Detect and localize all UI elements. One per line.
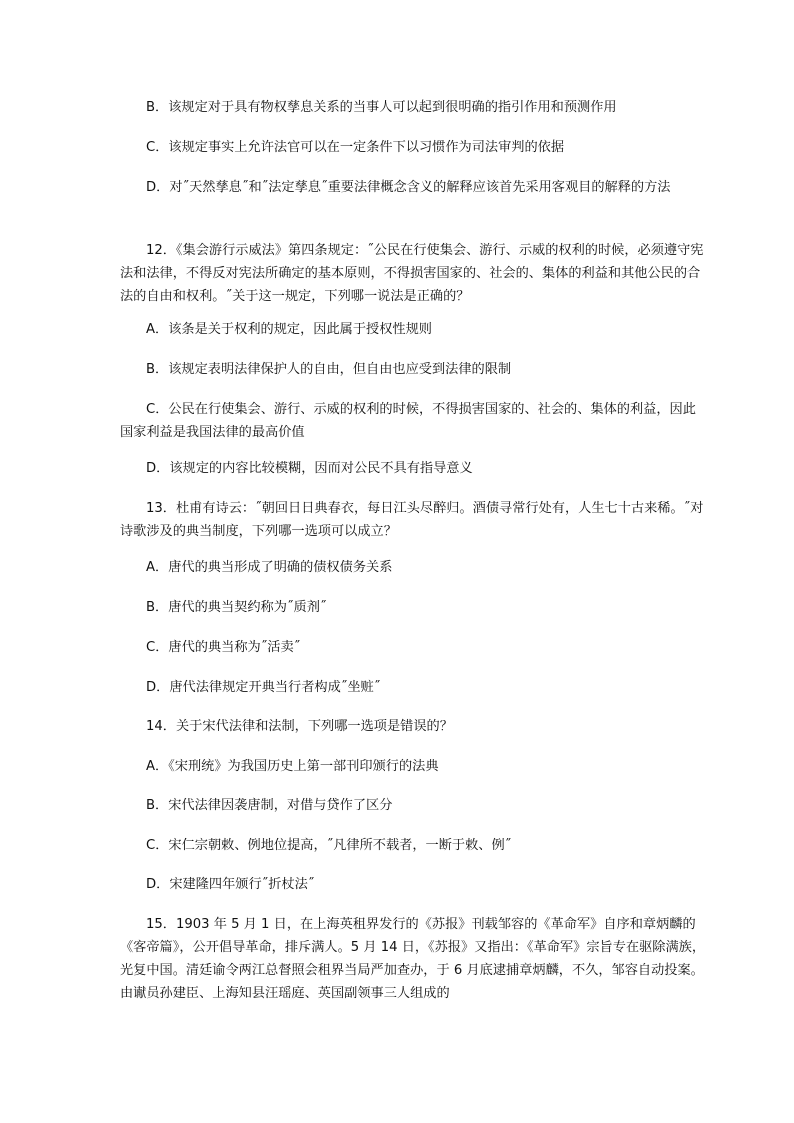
- option-12-a: A．该条是关于权利的规定，因此属于授权性规则: [146, 322, 432, 337]
- option-14-c: C．宋仁宗朝敕、例地位提高，˝凡律所不载者，一断于敕、例˝: [146, 838, 512, 853]
- option-12-c: C．公民在行使集会、游行、示威的权利的时候，不得损害国家的、社会的、集体的利益，因此国家利益是我国法律的最高价值: [120, 402, 696, 440]
- option-13-b: B．唐代的典当契约称为˝质剂˝: [146, 600, 327, 615]
- question-12: 12．《集会游行示威法》第四条规定：˝公民在行使集会、游行、示威的权利的时候，必须遵守宪法和法律，不得反对宪法所确定的基本原则，不得损害国家的、社会的、集体的利益和其他公民的合法的自由和权利。˝关于这一规定，下列哪一说法是正确的？: [120, 243, 704, 304]
- option-13-a: A．唐代的典当形成了明确的债权债务关系: [146, 560, 393, 575]
- option-11-c: C．该规定事实上允许法官可以在一定条件下以习惯作为司法审判的依据: [146, 140, 565, 155]
- option-11-d: D．对˝天然孳息˝和˝法定孳息˝重要法律概念含义的解释应该首先采用客观目的解释的方法: [146, 180, 671, 195]
- option-14-a: A．《宋刑统》为我国历史上第一部刊印颁行的法典: [146, 759, 439, 774]
- question-15: 15．1903 年 5 月 1 日，在上海英租界发行的《苏报》刊载邹容的《革命军》自序和章炳麟的《客帝篇》，公开倡导革命，排斥满人。5 月 14 日，《苏报》又指出：《革命军》宗旨专在驱除满族，光复中国。清廷谕令两江总督照会租界当局严加查办，于 6 月底逮捕章炳麟，不久，邹容自动投案。由谳员孙建臣、上海知县汪瑶庭、英国副领事三人组成的: [120, 917, 706, 1001]
- question-13: 13．杜甫有诗云：˝朝回日日典春衣，每日江头尽醉归。酒债寻常行处有，人生七十古来稀。˝对诗歌涉及的典当制度，下列哪一选项可以成立？: [120, 501, 704, 539]
- option-14-b: B．宋代法律因袭唐制，对借与贷作了区分: [146, 798, 393, 813]
- option-13-c: C．唐代的典当称为˝活卖˝: [146, 640, 301, 655]
- option-11-b: B．该规定对于具有物权孳息关系的当事人可以起到很明确的指引作用和预测作用: [146, 100, 617, 115]
- option-12-b: B．该规定表明法律保护人的自由，但自由也应受到法律的限制: [146, 362, 512, 377]
- option-14-d: D．宋建隆四年颁行˝折杖法˝: [146, 877, 315, 892]
- question-14: 14．关于宋代法律和法制，下列哪一选项是错误的？: [146, 719, 453, 734]
- option-12-d: D．该规定的内容比较模糊，因而对公民不具有指导意义: [146, 461, 473, 476]
- option-13-d: D．唐代法律规定开典当行者构成˝坐赃˝: [146, 680, 381, 695]
